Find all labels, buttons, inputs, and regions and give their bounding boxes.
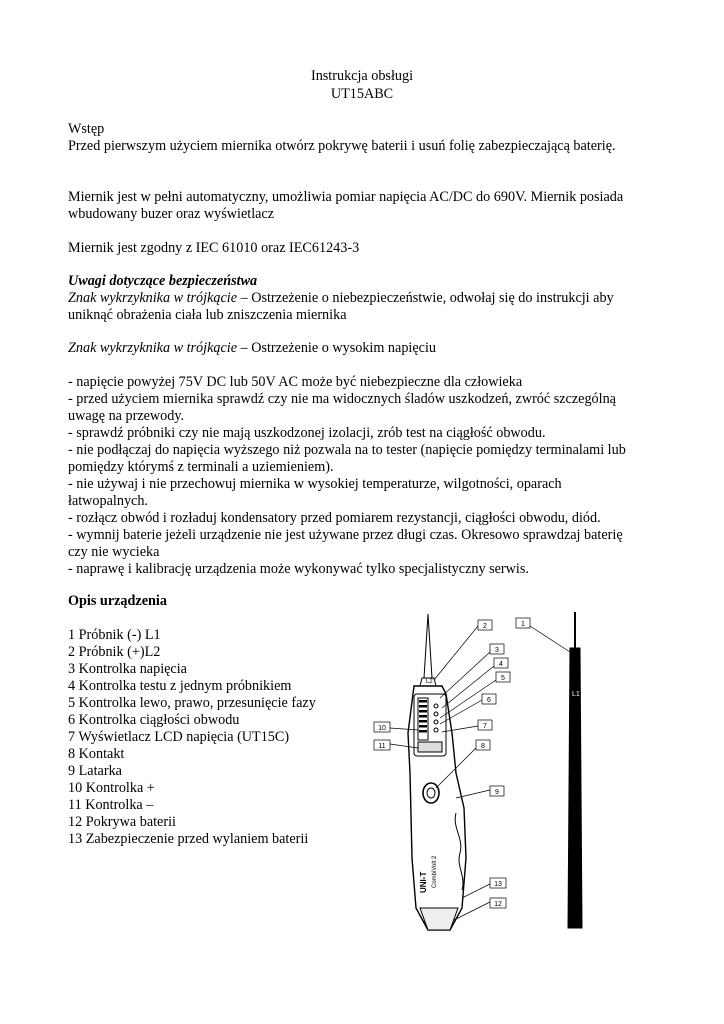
safety-line: - przed użyciem miernika sprawdź czy nie ma widocznych śladów uszkodzeń, zwróć szczególną — [68, 391, 616, 407]
safety-line: czy nie wycieka — [68, 544, 160, 560]
probe-l2-label: L2 — [426, 679, 433, 685]
callout-1: 1 — [521, 621, 525, 628]
part-item: 13 Zabezpieczenie przed wylaniem baterii — [68, 831, 309, 847]
callout-8: 8 — [481, 743, 485, 750]
callout-10: 10 — [378, 725, 386, 732]
document-model: UT15ABC — [330, 86, 394, 102]
intro-heading: Wstęp — [68, 121, 105, 137]
device-heading: Opis urządzenia — [68, 593, 167, 609]
para1-line-2: wbudowany buzer oraz wyświetlacz — [68, 206, 275, 222]
part-item: 5 Kontrolka lewo, prawo, przesunięcie fazy — [68, 695, 316, 711]
safety-line: łatwopalnych. — [68, 493, 148, 509]
callout-4: 4 — [499, 661, 503, 668]
tester-diagram — [370, 608, 610, 938]
safety-heading: Uwagi dotyczące bezpieczeństwa — [68, 273, 258, 289]
safety-line: - rozłącz obwód i rozładuj kondensatory przed pomiarem rezystancji, ciągłości obwodu, diód. — [68, 510, 601, 526]
probe-l2 — [424, 614, 432, 678]
sign1-text: – Ostrzeżenie o niebezpieczeństwie, odwołaj się do instrukcji aby — [237, 290, 614, 306]
part-item: 6 Kontrolka ciągłości obwodu — [68, 712, 240, 728]
safety-line: - sprawdź próbniki czy nie mają uszkodzonej izolacji, zrób test na ciągłość obwodu. — [68, 425, 546, 441]
part-item: 11 Kontrolka – — [68, 797, 154, 813]
part-item: 9 Latarka — [68, 763, 122, 779]
part-item: 12 Pokrywa baterii — [68, 814, 176, 830]
contact-button — [423, 783, 439, 803]
part-item: 3 Kontrolka napięcia — [68, 661, 187, 677]
safety-line: - napięcie powyżej 75V DC lub 50V AC może być niebezpieczne dla człowieka — [68, 374, 523, 390]
safety-line: pomiędzy którymś z terminali a uziemieniem). — [68, 459, 334, 475]
safety-line: uwagę na przewody. — [68, 408, 185, 424]
callout-3: 3 — [495, 647, 499, 654]
intro-text: Przed pierwszym użyciem miernika otwórz pokrywę baterii i usuń folię zabezpieczającą baterię. — [68, 138, 616, 154]
para1-line-1: Miernik jest w pełni automatyczny, umożliwia pomiar napięcia AC/DC do 690V. Miernik posiada — [68, 189, 624, 205]
part-item: 10 Kontrolka + — [68, 780, 155, 796]
body-model: CombiVolt 2 — [432, 855, 438, 888]
part-item: 1 Próbnik (-) L1 — [68, 627, 161, 643]
safety-sign1 — [68, 290, 614, 307]
callout-12: 12 — [494, 901, 502, 908]
safety-line: - nie podłączaj do napięcia wyższego niż pozwala na to tester (napięcie pomiędzy terminalami lub — [68, 442, 626, 458]
safety-line: - wymnij baterie jeżeli urządzenie nie jest używane przez długi czas. Okresowo sprawdzaj baterię — [68, 527, 623, 543]
safety-sign2 — [68, 340, 436, 357]
document-title: Instrukcja obsługi — [310, 68, 414, 84]
safety-line: - naprawę i kalibrację urządzenia może wykonywać tylko specjalistyczny serwis. — [68, 561, 529, 577]
probe-l1-label: L1 — [572, 691, 580, 698]
part-item: 2 Próbnik (+)L2 — [68, 644, 161, 660]
part-item: 7 Wyświetlacz LCD napięcia (UT15C) — [68, 729, 290, 745]
callout-2: 2 — [483, 623, 487, 630]
sign2-name: Znak wykrzyknika w trójkącie — [68, 340, 238, 356]
callout-13: 13 — [494, 881, 502, 888]
body-brand: UNI-T — [419, 871, 428, 893]
callout-7: 7 — [483, 723, 487, 730]
part-item: 4 Kontrolka testu z jednym próbnikiem — [68, 678, 292, 694]
safety-sign1-line2: uniknąć obrażenia ciała lub zniszczenia miernika — [68, 307, 347, 323]
callout-6: 6 — [487, 697, 491, 704]
part-item: 8 Kontakt — [68, 746, 125, 762]
safety-line: - nie używaj i nie przechowuj miernika w wysokiej temperaturze, wilgotności, oparach — [68, 476, 562, 492]
sign1-name: Znak wykrzyknika w trójkącie — [68, 290, 238, 306]
sign2-text: – Ostrzeżenie o wysokim napięciu — [237, 340, 436, 356]
callout-9: 9 — [495, 789, 499, 796]
callout-5: 5 — [501, 675, 505, 682]
para2: Miernik jest zgodny z IEC 61010 oraz IEC61243-3 — [68, 240, 360, 256]
callout-11: 11 — [378, 743, 386, 750]
probe-l1 — [568, 648, 582, 928]
